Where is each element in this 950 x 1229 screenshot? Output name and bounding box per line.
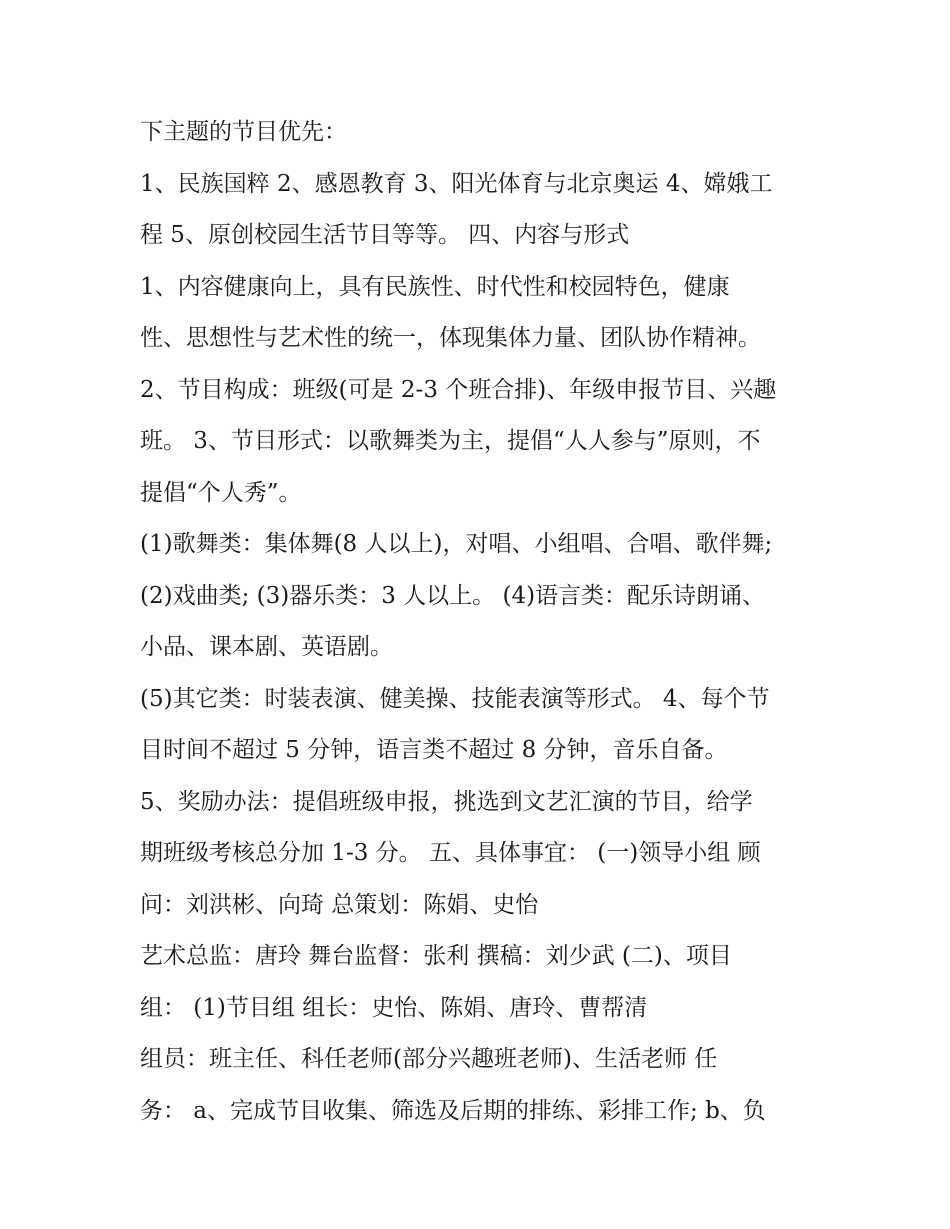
text-line: 提倡“个人秀”。 bbox=[140, 479, 302, 506]
text-line: 组： (1)节目组 组长：史怡、陈娟、唐玲、曹帮清 bbox=[140, 994, 648, 1021]
text-line: 程 5、原创校园生活节目等等。 四、内容与形式 bbox=[140, 222, 630, 248]
text-line: 期班级考核总分加 1-3 分。 五、具体事宜： (一)领导小组 顾 bbox=[140, 840, 761, 866]
document-body bbox=[140, 107, 830, 1137]
text-line: 2、节目构成：班级(可是 2-3 个班合排)、年级申报节目、兴趣 bbox=[140, 376, 777, 403]
text-line: 班。 3、节目形式：以歌舞类为主，提倡“人人参与”原则，不 bbox=[140, 428, 761, 454]
text-line: (1)歌舞类：集体舞(8 人以上)，对唱、小组唱、合唱、歌伴舞; bbox=[140, 531, 773, 557]
text-line: 下主题的节目优先： bbox=[140, 119, 347, 145]
text-line: (2)戏曲类; (3)器乐类：3 人以上。 (4)语言类：配乐诗朗诵、 bbox=[140, 582, 766, 609]
text-line: (5)其它类：时装表演、健美操、技能表演等形式。 4、每个节 bbox=[140, 685, 770, 712]
text-line: 性、思想性与艺术性的统一，体现集体力量、团队协作精神。 bbox=[140, 325, 761, 351]
text-line: 务： a、完成节目收集、筛选及后期的排练、彩排工作; b、负 bbox=[140, 1097, 766, 1124]
text-line: 组员：班主任、科任老师(部分兴趣班老师)、生活老师 任 bbox=[140, 1046, 718, 1072]
text-line: 目时间不超过 5 分钟，语言类不超过 8 分钟，音乐自备。 bbox=[140, 737, 728, 763]
text-line: 问：刘洪彬、向琦 总策划：陈娟、史怡 bbox=[140, 891, 539, 918]
text-line: 艺术总监：唐玲 舞台监督：张利 撰稿：刘少武 (二)、项目 bbox=[140, 943, 732, 969]
text-line: 1、内容健康向上，具有民族性、时代性和校园特色，健康 bbox=[140, 273, 730, 300]
text-line: 5、奖励办法：提倡班级申报，挑选到文艺汇演的节目，给学 bbox=[140, 788, 753, 815]
text-line: 小品、课本剧、英语剧。 bbox=[140, 634, 393, 660]
text-line: 1、民族国粹 2、感恩教育 3、阳光体育与北京奥运 4、嫦娥工 bbox=[140, 170, 773, 197]
